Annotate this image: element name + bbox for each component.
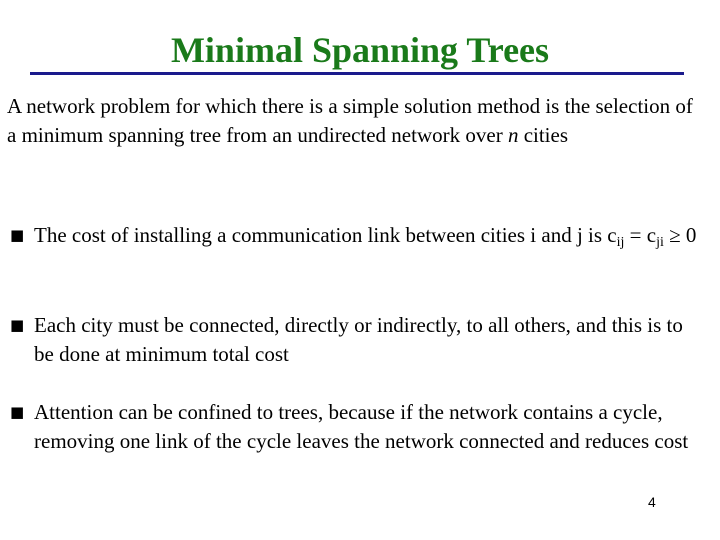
bullet-text-main: The cost of installing a communication link between cities i and j is bbox=[34, 223, 608, 247]
intro-text-end: cities bbox=[518, 123, 569, 147]
formula-rest: ≥ 0 bbox=[663, 223, 697, 247]
intro-text: A network problem for which there is a simple solution method is the selection of a minimum spanning tree from an undirected network over bbox=[7, 94, 693, 147]
formula-eq: = c bbox=[624, 223, 657, 247]
formula-sub-ij: ij bbox=[616, 235, 625, 250]
bullet-text: Each city must be connected, directly or indirectly, to all others, and this is to be done at minimum total cost bbox=[34, 313, 683, 366]
square-bullet-icon: ■ bbox=[10, 403, 25, 421]
bullet-item-trees bbox=[10, 398, 700, 455]
title-underline bbox=[30, 72, 684, 75]
cost-formula bbox=[607, 223, 697, 250]
square-bullet-icon: ■ bbox=[10, 226, 25, 244]
square-bullet-icon: ■ bbox=[10, 316, 25, 334]
bullet-text bbox=[34, 221, 700, 250]
bullet-item-cost bbox=[10, 221, 700, 250]
page-number: 4 bbox=[648, 494, 656, 510]
formula-c: c bbox=[607, 223, 617, 247]
intro-italic-n: n bbox=[507, 123, 519, 147]
intro-paragraph bbox=[7, 92, 707, 150]
bullet-text: Attention can be confined to trees, because if the network contains a cycle, removing one link of the cycle leaves the network connected and reduces cost bbox=[34, 400, 689, 453]
formula-sub-ji: ji bbox=[656, 235, 664, 250]
slide-title: Minimal Spanning Trees bbox=[170, 30, 550, 70]
bullet-item-connected bbox=[10, 311, 700, 368]
